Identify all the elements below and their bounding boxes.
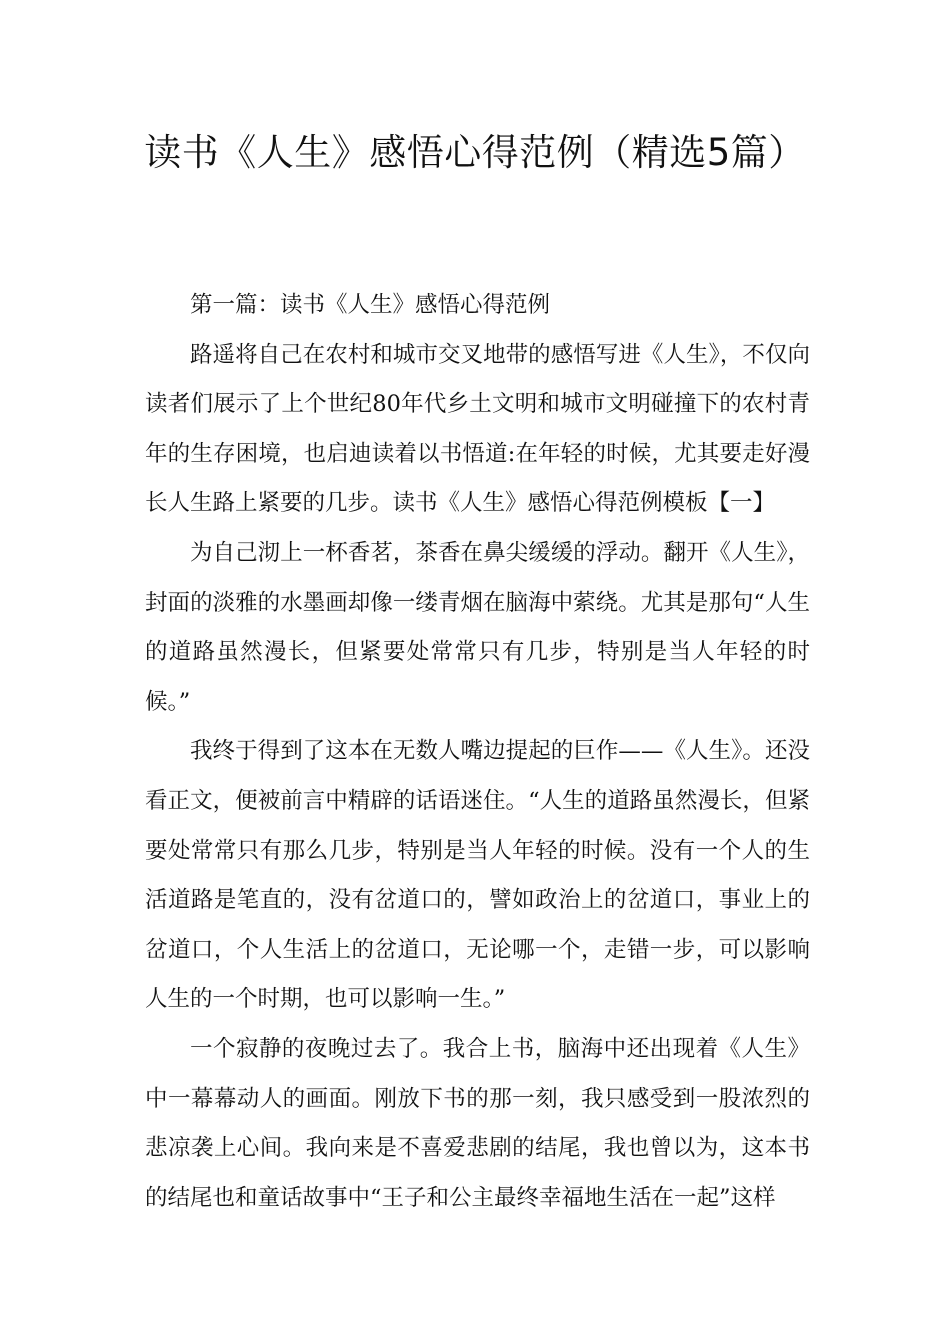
document-body <box>145 281 810 1223</box>
body-paragraph: 我终于得到了这本在无数人嘴边提起的巨作——《人生》。还没看正文，便被前言中精辟的话语迷住。“人生的道路虽然漫长，但紧要处常常只有那么几步，特别是当人年轻的时候。没有一个人的生活道路是笔直的，没有岔道口的，譬如政治上的岔道口，事业上的岔道口，个人生活上的岔道口，无论哪一个，走错一步，可以影响人生的一个时期，也可以影响一生。” <box>145 738 810 1013</box>
document-title: 读书《人生》感悟心得范例（精选5篇） <box>144 131 806 174</box>
body-paragraph: 路遥将自己在农村和城市交叉地带的感悟写进《人生》，不仅向读者们展示了上个世纪80年代乡土文明和城市文明碰撞下的农村青年的生存困境，也启迪读着以书悟道:在年轻的时候，尤其要走好漫长人生路上紧要的几步。读书《人生》感悟心得范例模板【一】 <box>145 341 810 517</box>
section-heading: 第一篇：读书《人生》感悟心得范例 <box>190 292 551 318</box>
body-paragraph: 一个寂静的夜晚过去了。我合上书，脑海中还出现着《人生》中一幕幕动人的画面。刚放下书的那一刻，我只感受到一股浓烈的悲凉袭上心间。我向来是不喜爱悲剧的结尾，我也曾以为，这本书的结尾也和童话故事中“王子和公主最终幸福地生活在一起”这样 <box>145 1035 810 1211</box>
body-paragraph: 为自己沏上一杯香茗，茶香在鼻尖缓缓的浮动。翻开《人生》，封面的淡雅的水墨画却像一缕青烟在脑海中萦绕。尤其是那句“人生的道路虽然漫长，但紧要处常常只有几步，特别是当人年轻的时候。” <box>145 539 810 715</box>
